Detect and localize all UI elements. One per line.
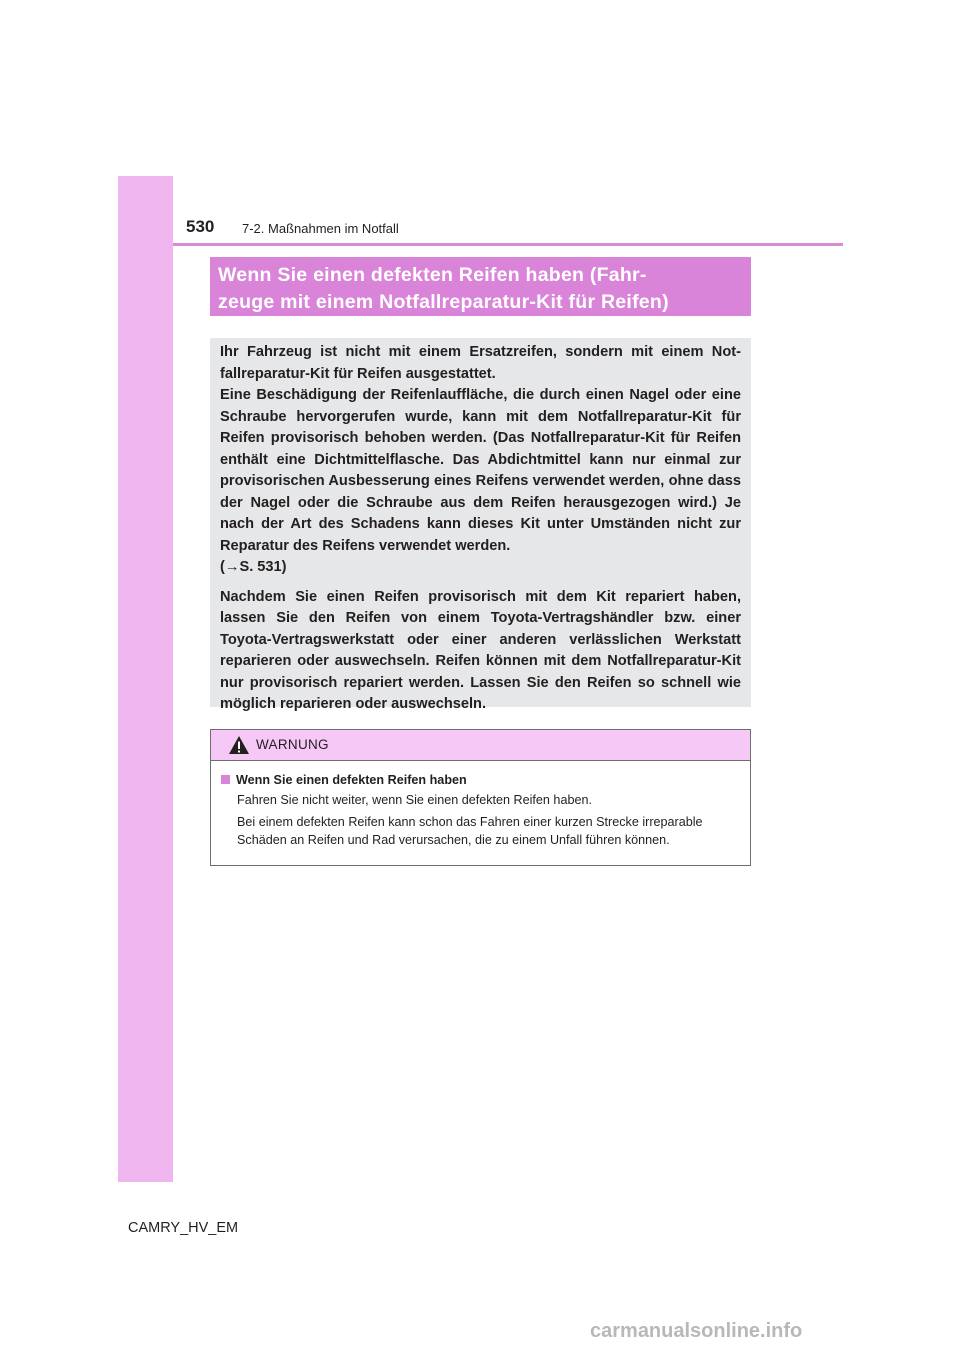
- warning-heading: [221, 771, 740, 789]
- header-rule: [173, 243, 843, 246]
- warning-heading-text: Wenn Sie einen defekten Reifen haben: [236, 773, 467, 787]
- section-title-line-1: Wenn Sie einen defekten Reifen haben (Fahr-: [218, 264, 647, 286]
- warning-box: [210, 729, 751, 866]
- intro-box: [210, 338, 751, 712]
- warning-body: [211, 761, 750, 849]
- page-reference-link[interactable]: S. 531): [239, 559, 287, 575]
- intro-paragraph-2: [220, 385, 741, 579]
- intro-paragraph-2-text: Eine Beschädigung der Reifenlauffläche, die durch einen Nagel oder eine Schraube hervorgerufen wurde, kann mit dem Notfallreparatur-Kit für Reifen provisorisch behoben werden. (Das Notfallreparatur-Kit für Reifen enthält eine Dichtmittelflasche. Das Abdichtmittel kann nur einmal zur provisorischen Ausbesserung eines Reifens verwendet werden, ohne dass der Nagel oder die Schraube aus dem Reifen herausgezogen wird.) Je nach der Art des Schadens kann dieses Kit unter Umständen nicht zur Reparatur des Reifens verwendet werden.: [220, 387, 741, 554]
- warning-paragraph-2: Bei einem defekten Reifen kann schon das Fahren einer kurzen Strecke irreparable Schäden an Reifen und Rad verursachen, die zu einem Unfall führen können.: [237, 815, 703, 847]
- intro-paragraph-1: Ihr Fahrzeug ist nicht mit einem Ersatzreifen, sondern mit einem Notfallreparatur-Kit für Reifen ausgestattet.: [220, 344, 741, 382]
- warning-label: WARNUNG: [256, 737, 329, 752]
- footer-model-code: CAMRY_HV_EM: [128, 1220, 239, 1236]
- chapter-side-bar: [118, 176, 173, 1182]
- square-bullet-icon: [221, 775, 230, 784]
- page-reference-open: (: [220, 559, 225, 575]
- page-number: 530: [186, 217, 215, 236]
- breadcrumb: 7-2. Maßnahmen im Notfall: [242, 221, 399, 236]
- section-title: [210, 257, 751, 316]
- warning-triangle-icon: [228, 735, 250, 755]
- warning-paragraph-1: Fahren Sie nicht weiter, wenn Sie einen defekten Reifen haben.: [237, 793, 592, 807]
- reference-arrow-icon: →: [224, 559, 240, 575]
- watermark: carmanualsonline.info: [590, 1320, 803, 1342]
- intro-paragraph-3: Nachdem Sie einen Reifen provisorisch mit dem Kit repariert haben, lassen Sie den Reifen von einem Toyota-Vertragshändler bzw. einer Toyota-Vertragswerkstatt oder einer anderen verlässlichen Werkstatt reparieren oder auswechseln. Reifen können mit dem Notfallreparatur-Kit nur provisorisch repariert werden. Lassen Sie den Reifen so schnell wie möglich reparieren oder auswechseln.: [220, 588, 741, 712]
- section-title-line-2: zeuge mit einem Notfallreparatur-Kit für Reifen): [218, 291, 669, 313]
- warning-header: [211, 730, 750, 761]
